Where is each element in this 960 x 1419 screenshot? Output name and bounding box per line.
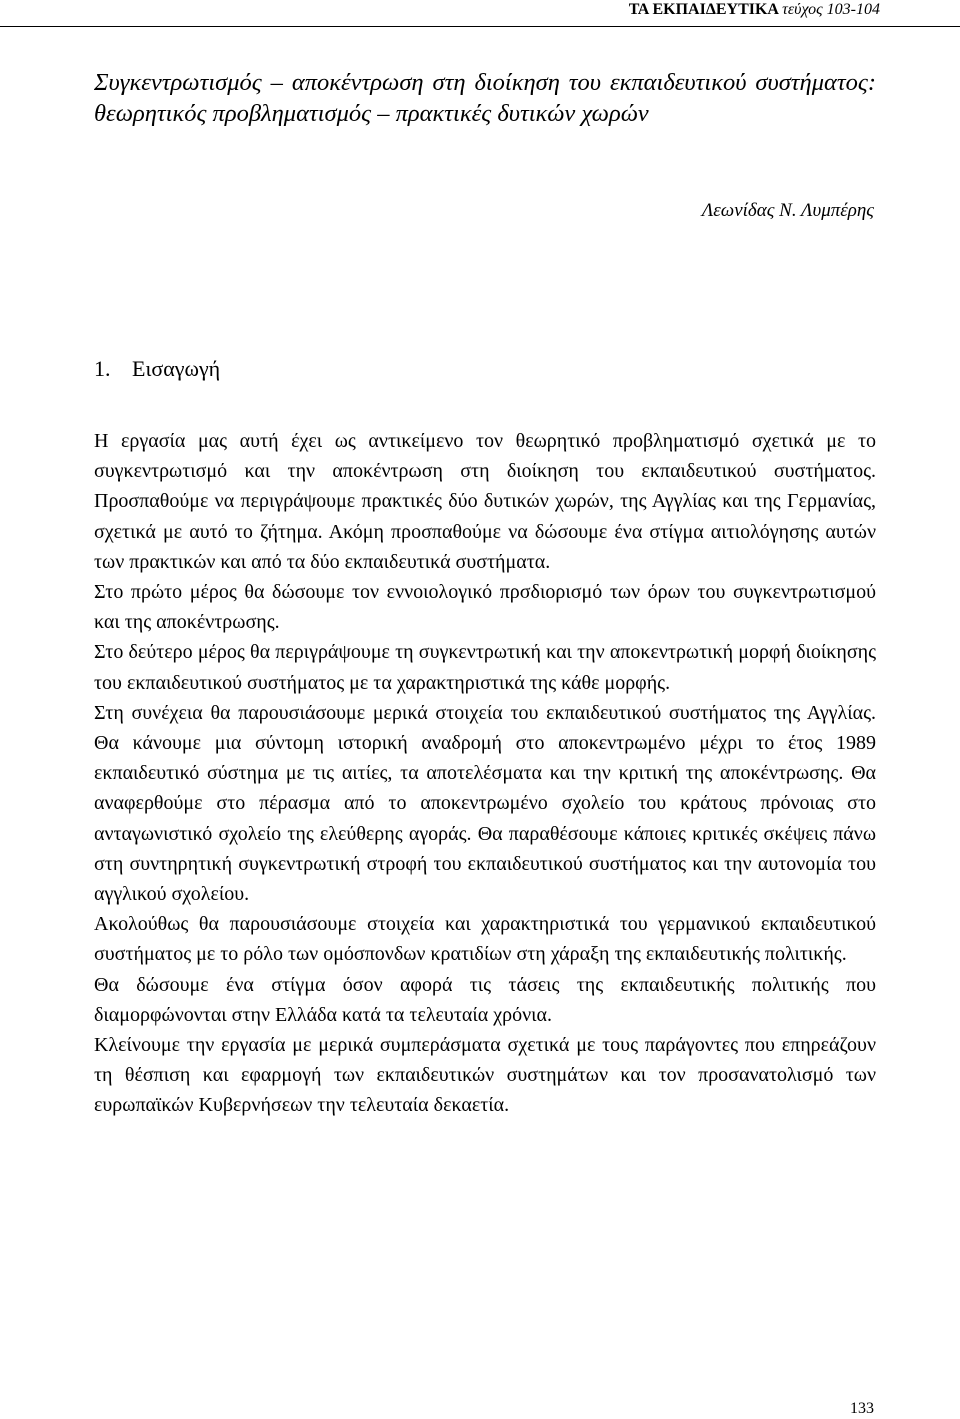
paragraph: Θα δώσουμε ένα στίγμα όσον αφορά τις τάσεις της εκπαιδευτικής πολιτικής που διαμορφώνονται στην Ελλάδα κατά τα τελευταία χρόνια. <box>94 973 876 1026</box>
section-heading <box>94 355 220 383</box>
paragraph: Στο δεύτερο μέρος θα περιγράψουμε τη συγκεντρωτική και την αποκεντρωτική μορφή διοίκησης του εκπαιδευτικού συστήματος με τα χαρακτηριστικά της κάθε μορφής. <box>94 641 876 694</box>
paragraph: Στη συνέχεια θα παρουσιάσουμε μερικά στοιχεία του εκπαιδευτικού συστήματος της Αγγλίας. Θα κάνουμε μια σύντομη ιστορική αναδρομή στο αποκεντρωμένο μέχρι το έτος 1989 εκπαιδευτικό σύστημα με τις αιτίες, τα αποτελέσματα και την κριτική της αποκέντρωσης. Θα αναφερθούμε στο πέρασμα από το αποκεντρωμένο σχολείο του κράτους πρόνοιας στο ανταγωνιστικό σχολείο της ελεύθερης αγοράς. Θα παραθέσουμε κάποιες κριτικές σκέψεις πάνω στη συντηρητική συγκεντρωτική στροφή του εκπαιδευτικού συστήματος και την αυτονομία του αγγλικού σχολείου. <box>94 701 876 906</box>
article-title: Συγκεντρωτισμός – αποκέντρωση στη διοίκηση του εκπαιδευτικού συστήματος: θεωρητικός προβληματισμός – πρακτικές δυτικών χωρών <box>94 69 876 127</box>
issue-number: τεύχος 103-104 <box>782 1 880 18</box>
section-number: 1. <box>94 356 111 381</box>
header-divider <box>0 26 960 27</box>
paragraph: Ακολούθως θα παρουσιάσουμε στοιχεία και χαρακτηριστικά του γερμανικού εκπαιδευτικού συστήματος με το ρόλο των ομόσπονδων κρατιδίων στη χάραξη της εκπαιδευτικής πολιτικής. <box>94 913 876 966</box>
journal-name: ΤΑ ΕΚΠΑΙΔΕΥΤΙΚΑ <box>628 1 779 18</box>
article-author: Λεωνίδας Ν. Λυμπέρης <box>701 200 874 221</box>
section-title: Εισαγωγή <box>132 356 221 381</box>
running-header <box>629 0 880 20</box>
paragraph: Κλείνουμε την εργασία με μερικά συμπεράσματα σχετικά με τους παράγοντες που επηρεάζουν τη θέσπιση και εφαρμογή των εκπαιδευτικών συστημάτων και τον προσανατολισμό των ευρωπαϊκών Κυβερνήσεων την τελευταία δεκαετία. <box>94 1034 876 1117</box>
article-body <box>94 426 876 1121</box>
page-number: 133 <box>850 1400 874 1417</box>
paragraph: Στο πρώτο μέρος θα δώσουμε τον εννοιολογικό πρσδιορισμό των όρων του συγκεντρωτισμού και της αποκέντρωσης. <box>94 581 876 634</box>
paragraph: Η εργασία μας αυτή έχει ως αντικείμενο τον θεωρητικό προβληματισμό σχετικά με το συγκεντρωτισμό και την αποκέντρωση στη διοίκηση του εκπαιδευτικού συστήματος. Προσπαθούμε να περιγράψουμε πρακτικές δύο δυτικών χωρών, της Αγγλίας και της Γερμανίας, σχετικά με αυτό το ζήτημα. Ακόμη προσπαθούμε να δώσουμε ένα στίγμα αιτιολόγησης αυτών των πρακτικών και από τα δύο εκπαιδευτικά συστήματα. <box>94 430 876 573</box>
